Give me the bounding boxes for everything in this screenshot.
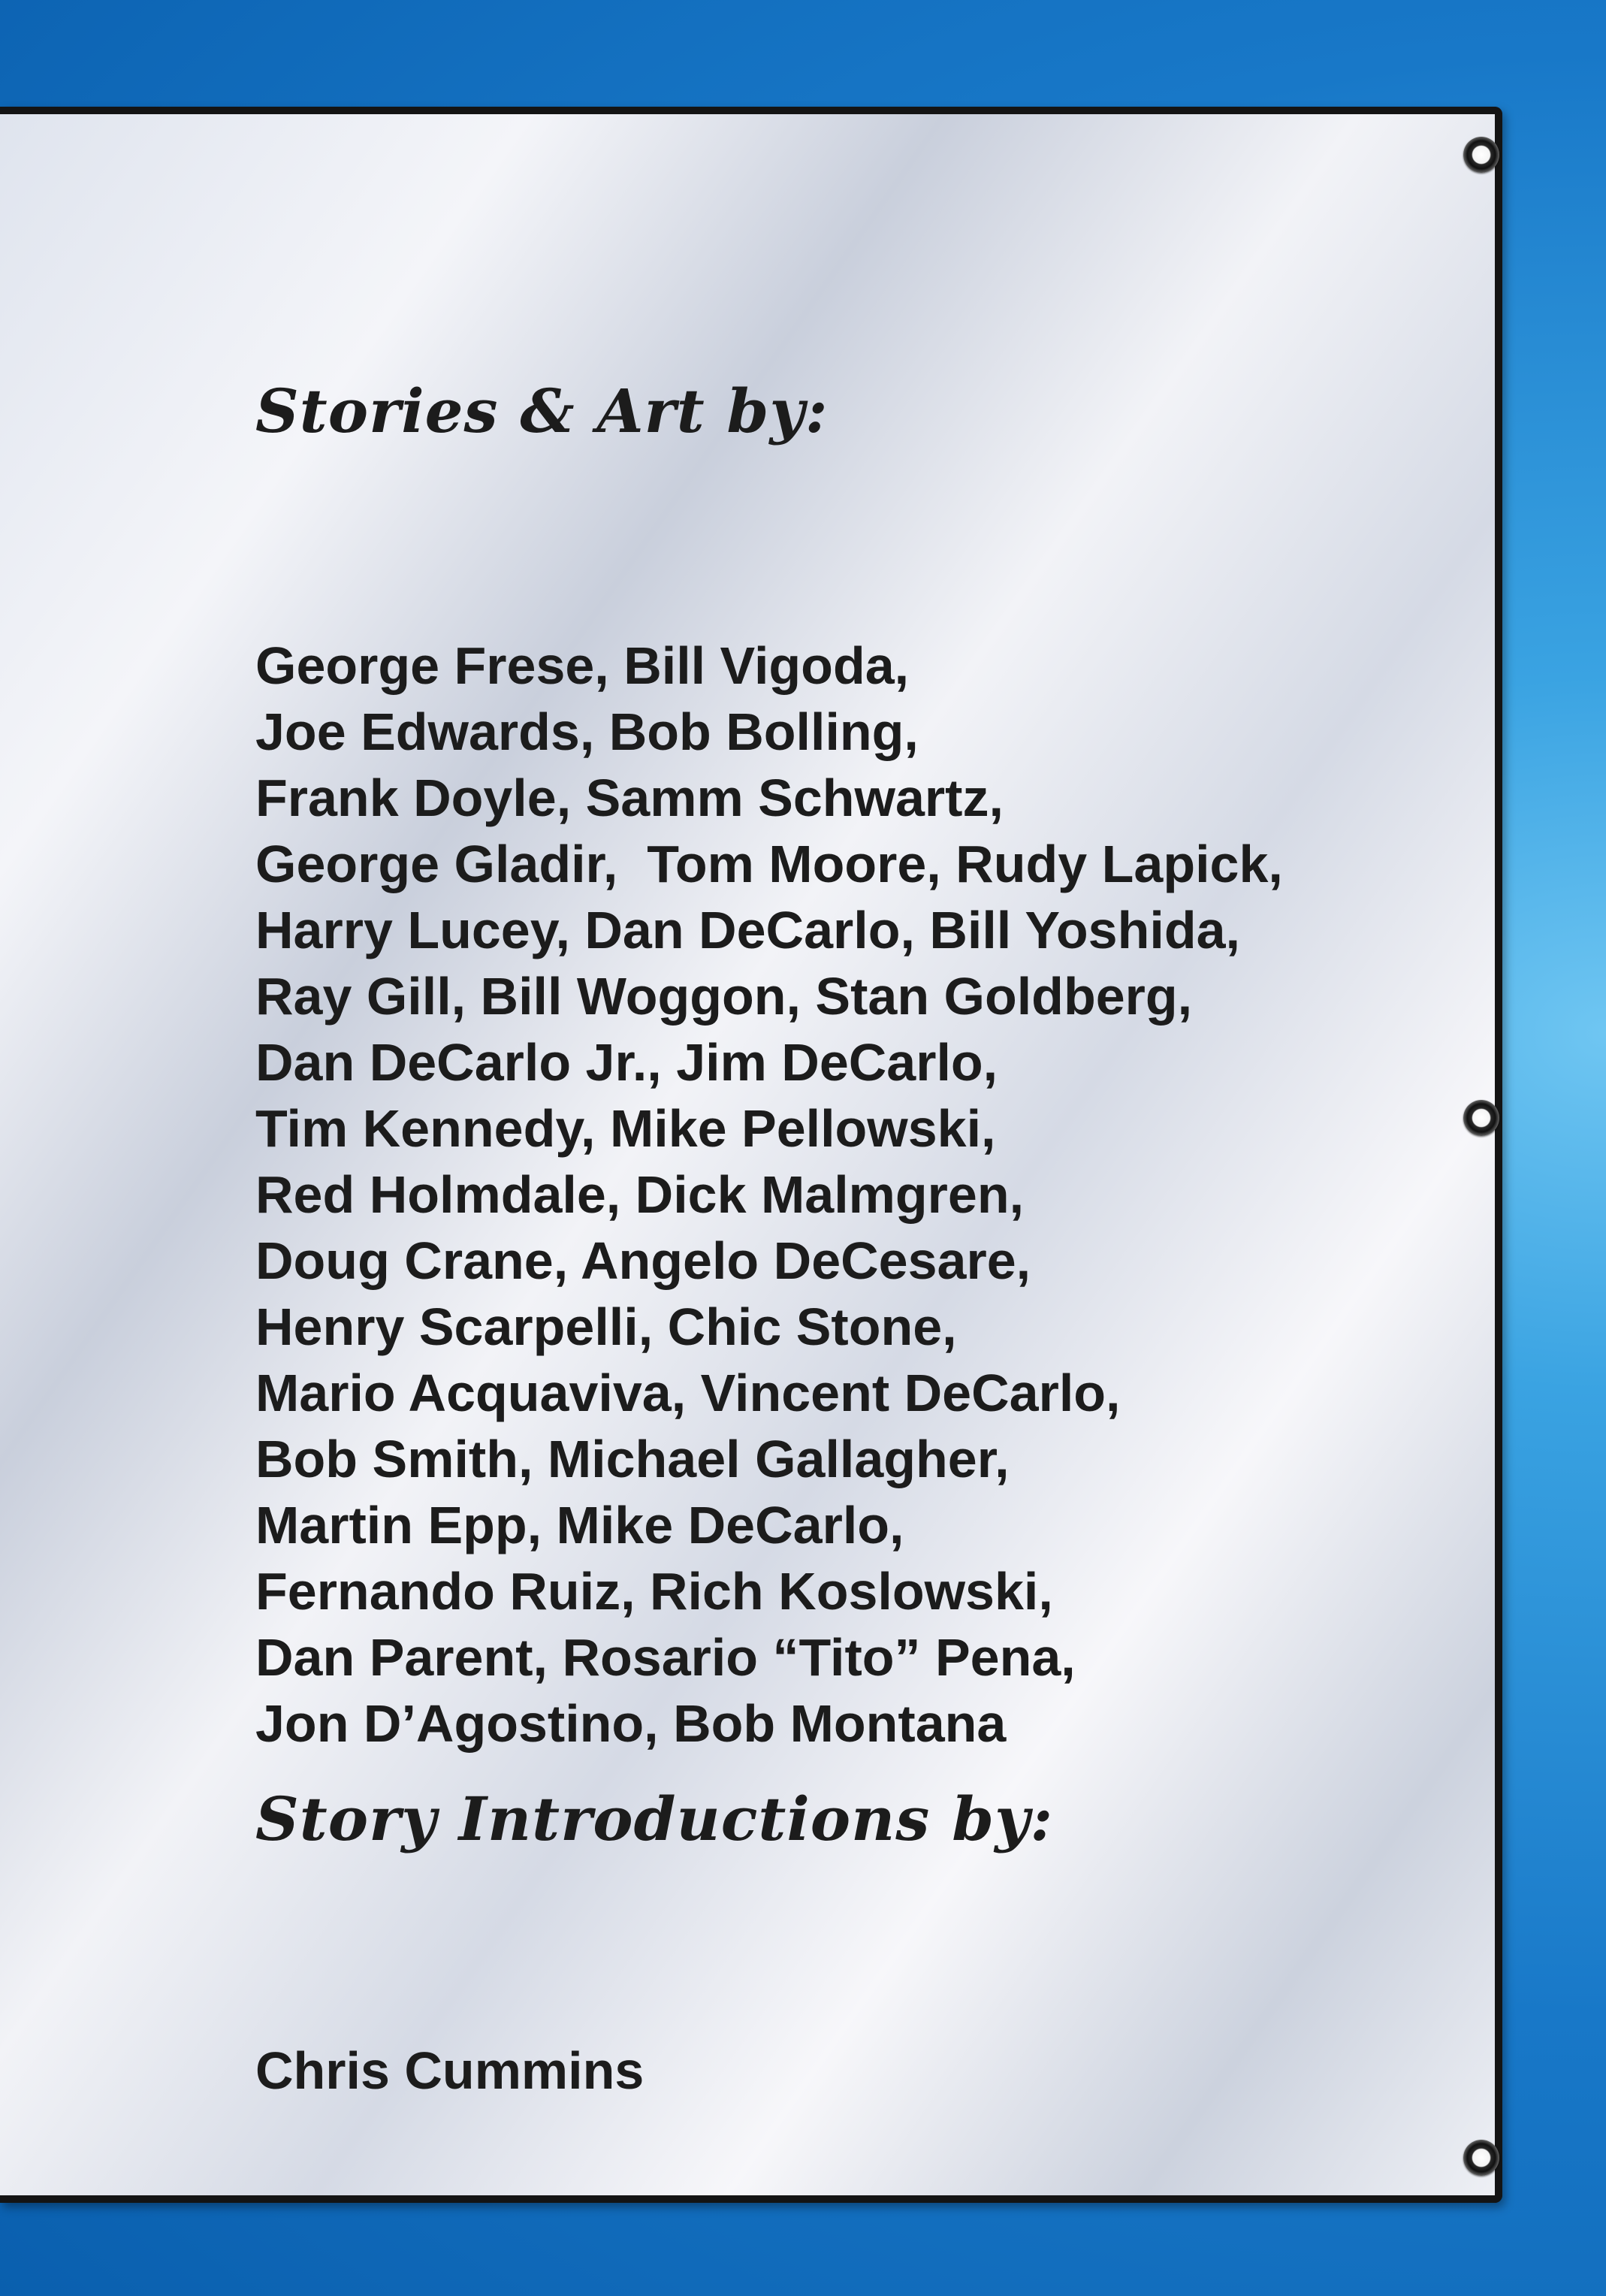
credit-line: Frank Doyle, Samm Schwartz, — [255, 769, 1004, 827]
stories-art-heading: Stories & Art by: — [255, 376, 829, 446]
introductions-author: Chris Cummins — [255, 2041, 645, 2100]
credit-line: Ray Gill, Bill Woggon, Stan Goldberg, — [255, 967, 1193, 1026]
introductions-heading: Story Introductions by: — [255, 1784, 1054, 1854]
credit-line: Red Holmdale, Dick Malmgren, — [255, 1165, 1025, 1224]
credit-line: Harry Lucey, Dan DeCarlo, Bill Yoshida, — [255, 901, 1240, 959]
credit-line: Martin Epp, Mike DeCarlo, — [255, 1496, 904, 1554]
rivet-middle-icon — [1463, 1100, 1499, 1136]
credit-line: Dan Parent, Rosario “Tito” Pena, — [255, 1628, 1076, 1687]
credit-line: Joe Edwards, Bob Bolling, — [255, 702, 919, 761]
credit-line: George Frese, Bill Vigoda, — [255, 636, 910, 695]
credit-list — [255, 633, 1283, 1757]
credit-line: George Gladir, Tom Moore, Rudy Lapick, — [255, 835, 1283, 893]
credit-line: Henry Scarpelli, Chic Stone, — [255, 1298, 957, 1356]
rivet-bottom-icon — [1463, 2140, 1499, 2176]
credit-line: Mario Acquaviva, Vincent DeCarlo, — [255, 1364, 1121, 1422]
credit-line: Doug Crane, Angelo DeCesare, — [255, 1231, 1031, 1290]
rivet-top-icon — [1463, 137, 1499, 173]
credit-line: Jon D’Agostino, Bob Montana — [255, 1694, 1007, 1753]
credit-line: Bob Smith, Michael Gallagher, — [255, 1430, 1010, 1488]
credits-panel — [0, 107, 1502, 2203]
credit-line: Tim Kennedy, Mike Pellowski, — [255, 1099, 996, 1158]
credit-line: Dan DeCarlo Jr., Jim DeCarlo, — [255, 1033, 998, 1092]
credit-line: Fernando Ruiz, Rich Koslowski, — [255, 1562, 1053, 1621]
